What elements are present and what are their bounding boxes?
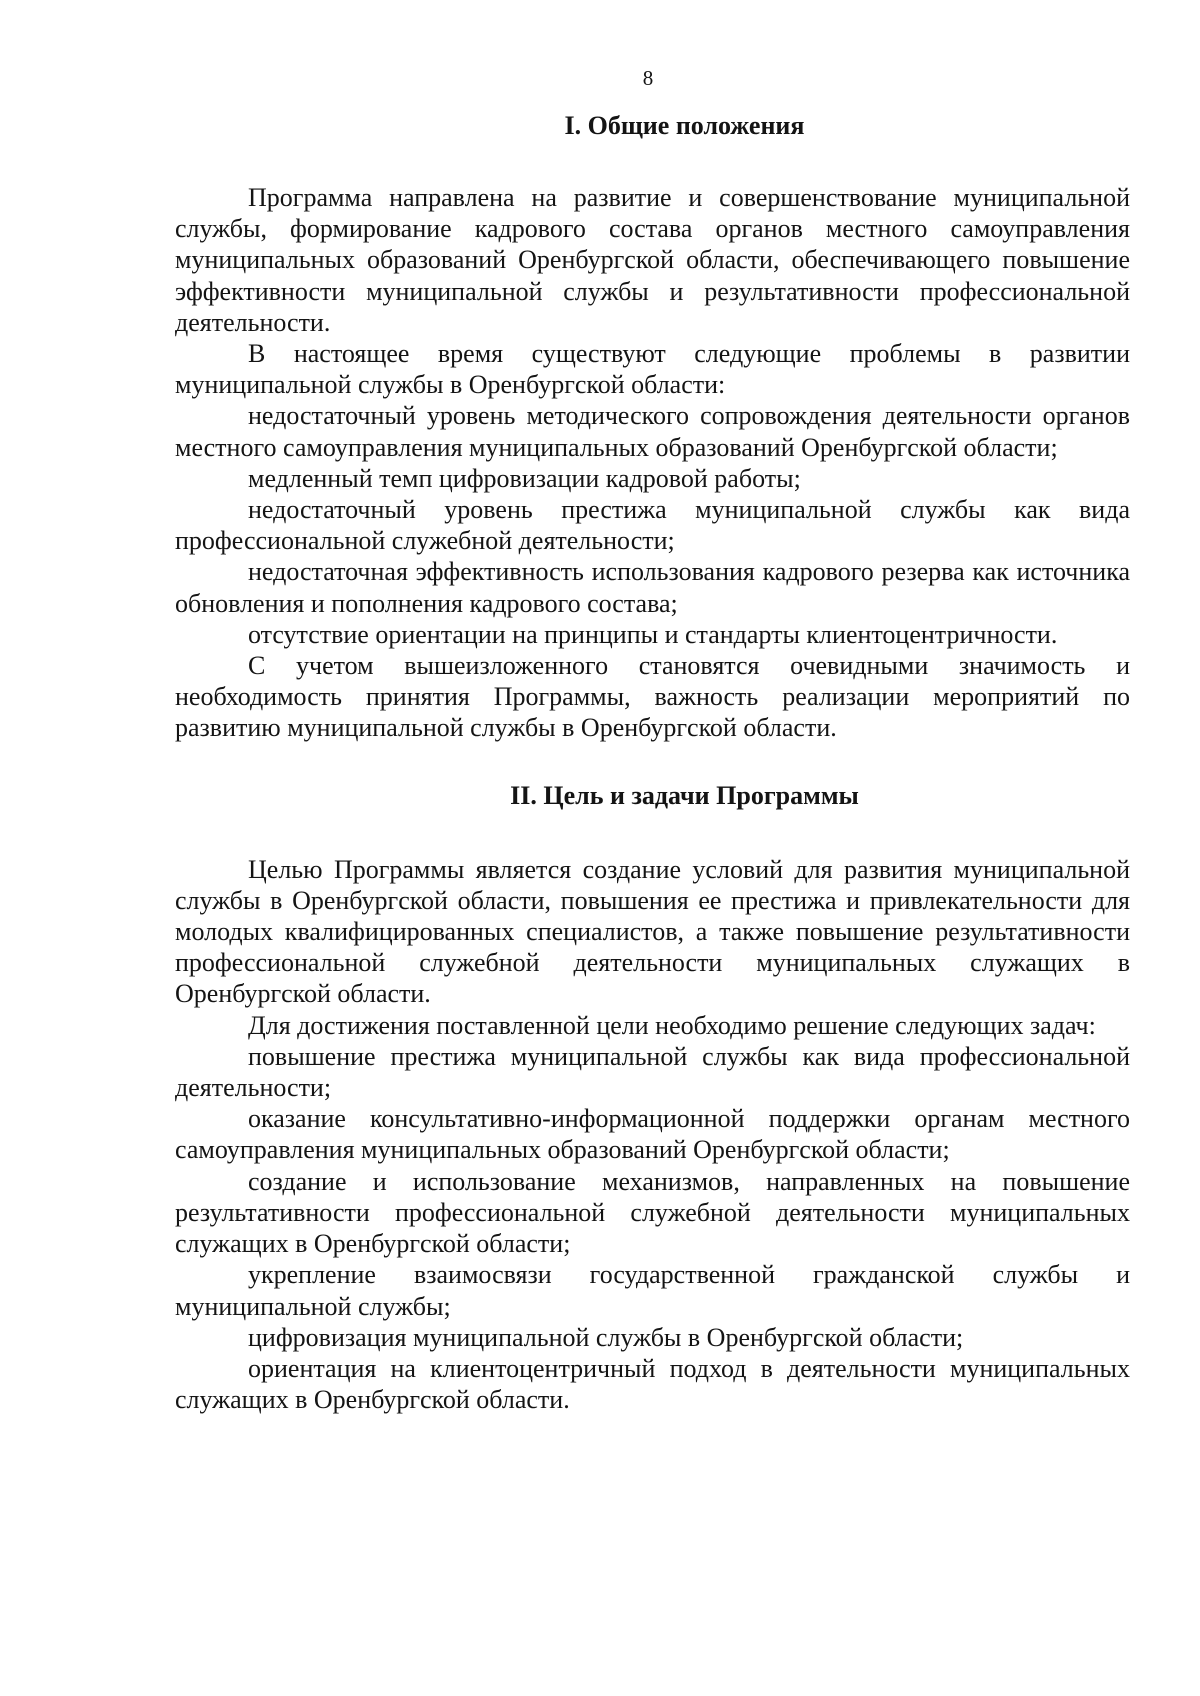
page-number: 8 [642, 66, 654, 90]
problem-list-item: отсутствие ориентации на принципы и стандарты клиентоцентричности. [248, 619, 1058, 649]
section-2-paragraph: Для достижения поставленной цели необходимо решение следующих задач: [248, 1010, 1096, 1040]
task-list-item: ориентация на клиентоцентричный подход в деятельности муниципальных служащих в Оренбургской области. [175, 1353, 1130, 1415]
task-list-item: цифровизация муниципальной службы в Оренбургской области; [248, 1322, 964, 1352]
section-1-paragraph: С учетом вышеизложенного становятся очевидными значимость и необходимость принятия Программы, важность реализации мероприятий по развитию муниципальной службы в Оренбургской области. [175, 651, 1130, 743]
task-list-item: повышение престижа муниципальной службы как вида профессиональной деятельности; [175, 1041, 1130, 1103]
problem-list-item: медленный темп цифровизации кадровой работы; [248, 463, 801, 493]
section-2-title: II. Цель и задачи Программы [510, 780, 859, 810]
section-1-paragraph: Программа направлена на развитие и совершенствование муниципальной службы, формирование кадрового состава органов местного самоуправления муниципальных образований Оренбургской области, обеспечивающего повышение эффективности муниципальной службы и результативности профессиональной деятельности. [175, 183, 1130, 337]
problem-list-item: недостаточный уровень методического сопровождения деятельности органов местного самоуправления муниципальных образований Оренбургской области; [175, 401, 1130, 462]
task-list-item: создание и использование механизмов, направленных на повышение результативности профессиональной служебной деятельности муниципальных служащих в Оренбургской области; [175, 1166, 1130, 1259]
section-1-title: I. Общие положения [564, 111, 805, 140]
section-2-paragraph: Целью Программы является создание условий для развития муниципальной службы в Оренбургской области, повышения ее престижа и привлекательности для молодых квалифицированных специалистов, а также повышение результативности профессиональной служебной деятельности муниципальных служащих в Оренбургской области. [175, 854, 1130, 1009]
task-list-item: укрепление взаимосвязи государственной гражданской службы и муниципальной службы; [175, 1260, 1130, 1321]
section-1-paragraph: В настоящее время существуют следующие проблемы в развитии муниципальной службы в Оренбургской области: [175, 339, 1130, 400]
problem-list-item: недостаточная эффективность использования кадрового резерва как источника обновления и пополнения кадрового состава; [175, 557, 1130, 618]
task-list-item: оказание консультативно-информационной поддержки органам местного самоуправления муниципальных образований Оренбургской области; [175, 1104, 1130, 1165]
document-body [175, 110, 1130, 1415]
problem-list-item: недостаточный уровень престижа муниципальной службы как вида профессиональной служебной деятельности; [175, 495, 1130, 556]
